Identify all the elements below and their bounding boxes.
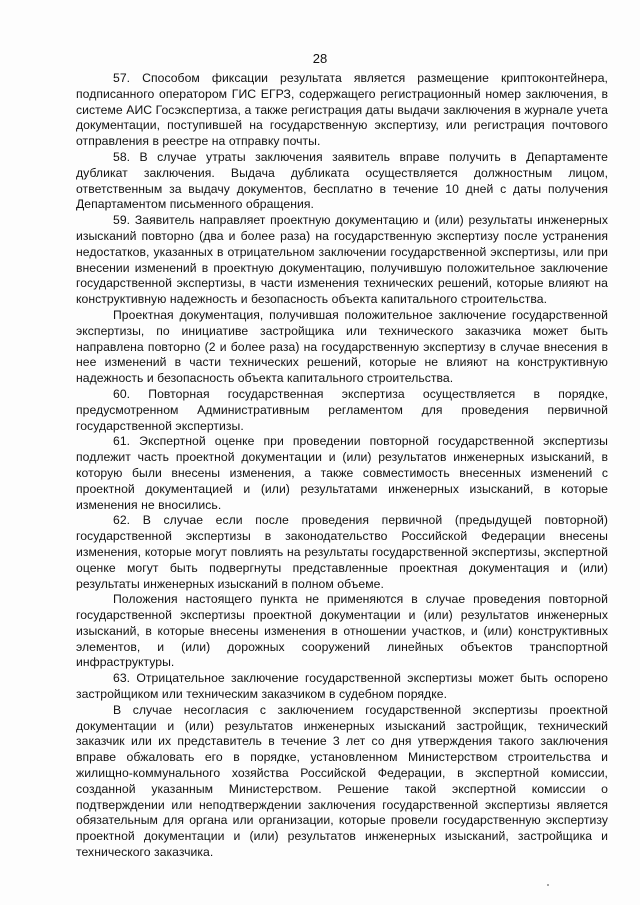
- paragraph-59-continued: Проектная документация, получившая положительное заключение государственной экспертизы, по инициативе застройщика или технического заказчика может быть направлена повторно (2 и более раза) на государственную экспертизу в случае внесения в нее изменений в части технических решений, которые не влияют на конструктивную надежность и безопасность объекта капитального строительства.: [76, 307, 608, 386]
- page-number: 28: [312, 51, 328, 66]
- paragraph-57: 57. Способом фиксации результата является размещение криптоконтейнера, подписанного оператором ГИС ЕГРЗ, содержащего регистрационный номер заключения, в системе АИС Госэкспертиза, а также регистрация даты выдачи заключения в журнале учета документации, поступившей на государственную экспертизу, или регистрация почтового отправления в реестре на отправку почты.: [76, 71, 608, 149]
- paragraph-60: 60. Повторная государственная экспертиза осуществляется в порядке, предусмотренном Административным регламентом для проведения первичной государственной экспертизы.: [76, 386, 608, 433]
- paragraph-62-continued: Положения настоящего пункта не применяются в случае проведения повторной государственной экспертизы проектной документации и (или) результатов инженерных изысканий, в которые внесены изменения в отношении участков, и (или) конструктивных элементов, и (или) дорожных сооружений линейных объектов транспортной инфраструктуры.: [76, 592, 608, 670]
- paragraph-63-continued: В случае несогласия с заключением государственной экспертизы проектной документации и (или) результатов инженерных изысканий застройщик, технический заказчик или их представитель в течение 3 лет со дня утверждения такого заключения вправе обжаловать его в порядке, установленном Министерством строительства и жилищно-коммунального хозяйства Российской Федерации, в экспертной комиссии, созданной указанным Министерством. Решение такой экспертной комиссии о подтверждении или неподтверждении заключения государственной экспертизы является обязательным для органа или организации, которые провели государственную экспертизу проектной документации и (или) результатов инженерных изысканий, застройщика и технического заказчика.: [76, 702, 608, 860]
- paragraph-58: 58. В случае утраты заключения заявитель вправе получить в Департаменте дубликат заключения. Выдача дубликата осуществляется должностным лицом, ответственным за выдачу документов, бесплатно в течение 10 дней с даты получения Департаментом письменного обращения.: [76, 149, 608, 212]
- paragraph-61: 61. Экспертной оценке при проведении повторной государственной экспертизы подлежит часть проектной документации и (или) результатов инженерных изысканий, в которую были внесены изменения, а также совместимость внесенных изменений с проектной документацией и (или) результатами инженерных изысканий, в которые изменения не вносились.: [76, 434, 608, 512]
- paragraph-59: 59. Заявитель направляет проектную документацию и (или) результаты инженерных изысканий повторно (два и более раза) на государственную экспертизу после устранения недостатков, указанных в отрицательном заключении государственной экспертизы, или при внесении изменений в проектную документацию, получившую положительное заключение государственной экспертизы, в части изменения технических решений, которые влияют на конструктивную надежность и безопасность объекта капитального строительства.: [76, 213, 608, 307]
- scan-speck: [547, 884, 549, 886]
- paragraph-62: 62. В случае если после проведения первичной (предыдущей повторной) государственной экспертизы в законодательство Российской Федерации внесены изменения, которые могут повлиять на результаты государственной экспертизы, экспертной оценке могут быть подвергнуты представленные проектная документация и (или) результаты инженерных изысканий в полном объеме.: [76, 513, 608, 591]
- paragraph-63: 63. Отрицательное заключение государственной экспертизы может быть оспорено застройщиком или техническим заказчиком в судебном порядке.: [76, 671, 608, 702]
- document-body: [76, 71, 608, 861]
